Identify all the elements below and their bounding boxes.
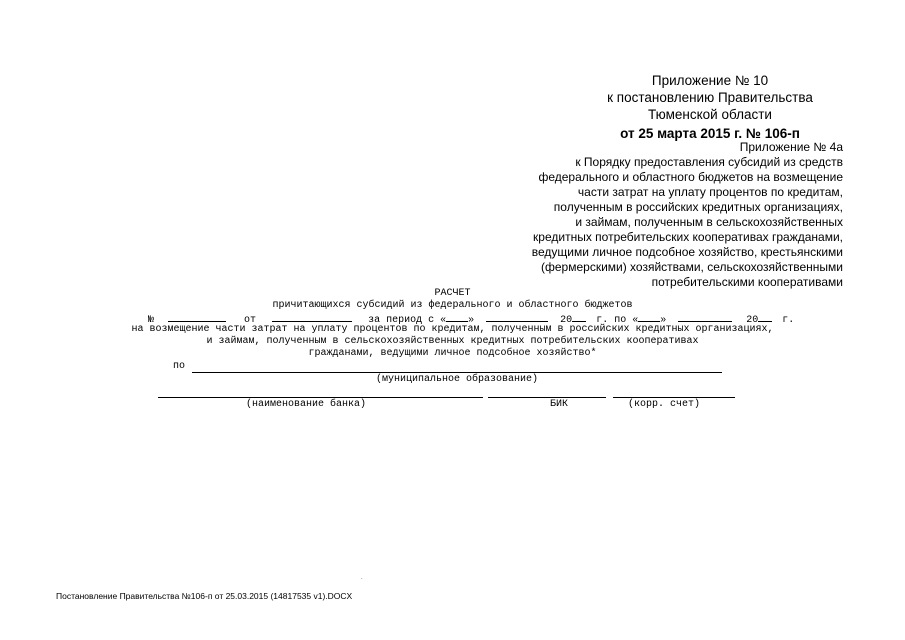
bank-caption: (наименование банка) — [246, 399, 367, 410]
period-start-year-field[interactable] — [572, 312, 586, 322]
municipal-caption: (муниципальное образование) — [375, 374, 539, 385]
bank-name-field[interactable] — [158, 397, 483, 398]
appendix-4a-line: части затрат на уплату процентов по кредитам, — [577, 185, 843, 199]
number-field[interactable] — [168, 312, 226, 322]
appendix-4a-line: федерального и областного бюджетов на возмещение — [538, 170, 843, 184]
appendix-4a-line: (фермерскими) хозяйствами, сельскохозяйственными — [541, 260, 843, 274]
period-start-month-field[interactable] — [486, 312, 548, 322]
period-end-year-field[interactable] — [758, 312, 772, 322]
appendix-4a-line: ведущими личное подсобное хозяйство, крестьянскими — [531, 245, 843, 259]
corr-caption: (корр. счет) — [628, 399, 701, 410]
appendix-4a-line: и займам, полученным в сельскохозяйственных — [575, 215, 843, 229]
appendix-10-title: Приложение № 10 — [651, 73, 769, 88]
year-prefix: 20 — [746, 315, 759, 326]
appendix-4a-header — [483, 140, 843, 290]
number-label: № — [148, 315, 155, 326]
appendix-4a-line: потребительскими кооперативами — [651, 275, 843, 289]
corr-account-field[interactable] — [613, 397, 735, 398]
purpose-line: и займам, полученным в сельскохозяйственных кредитных потребительских кооперативах — [206, 336, 699, 347]
quote-close: » — [660, 315, 667, 326]
bik-field[interactable] — [488, 397, 606, 398]
appendix-10-line3: Тюменской области — [648, 107, 772, 122]
period-from-label: за период с « — [368, 315, 447, 326]
footer-filename: Постановление Правительства №106-п от 25.03.2015 (14817535 v1).DOCX — [56, 591, 353, 601]
purpose-line: на возмещение части затрат на уплату процентов по кредитам, полученным в российских кредитных организациях, — [131, 324, 774, 335]
year-prefix: 20 — [560, 315, 573, 326]
appendix-10-date: от 25 марта 2015 г. № 106-п — [620, 126, 800, 141]
quote-close: » — [468, 315, 475, 326]
appendix-4a-line: к Порядку предоставления субсидий из средств — [575, 155, 843, 169]
appendix-4a-line: кредитных потребительских кооперативах гражданами, — [533, 230, 843, 244]
purpose-line: гражданами, ведущими личное подсобное хозяйство* — [308, 348, 597, 359]
appendix-4a-line: полученным в российских кредитных организациях, — [553, 200, 843, 214]
year-end-label: г. — [782, 315, 795, 326]
period-end-day-field[interactable] — [638, 312, 660, 322]
date-field[interactable] — [272, 312, 352, 322]
appendix-10-header — [560, 72, 860, 142]
period-to-label: г. по « — [596, 315, 639, 326]
form-title: РАСЧЕТ — [434, 288, 471, 299]
period-end-month-field[interactable] — [678, 312, 732, 322]
stray-mark: . — [361, 575, 363, 581]
po-label: по — [173, 361, 186, 372]
period-start-day-field[interactable] — [446, 312, 468, 322]
municipal-field[interactable] — [192, 372, 722, 373]
form-subtitle: причитающихся субсидий из федерального и областного бюджетов — [272, 300, 633, 311]
appendix-4a-title: Приложение № 4а — [739, 140, 843, 154]
from-label: от — [244, 315, 257, 326]
appendix-10-line2: к постановлению Правительства — [607, 90, 813, 105]
bik-caption: БИК — [550, 399, 569, 410]
